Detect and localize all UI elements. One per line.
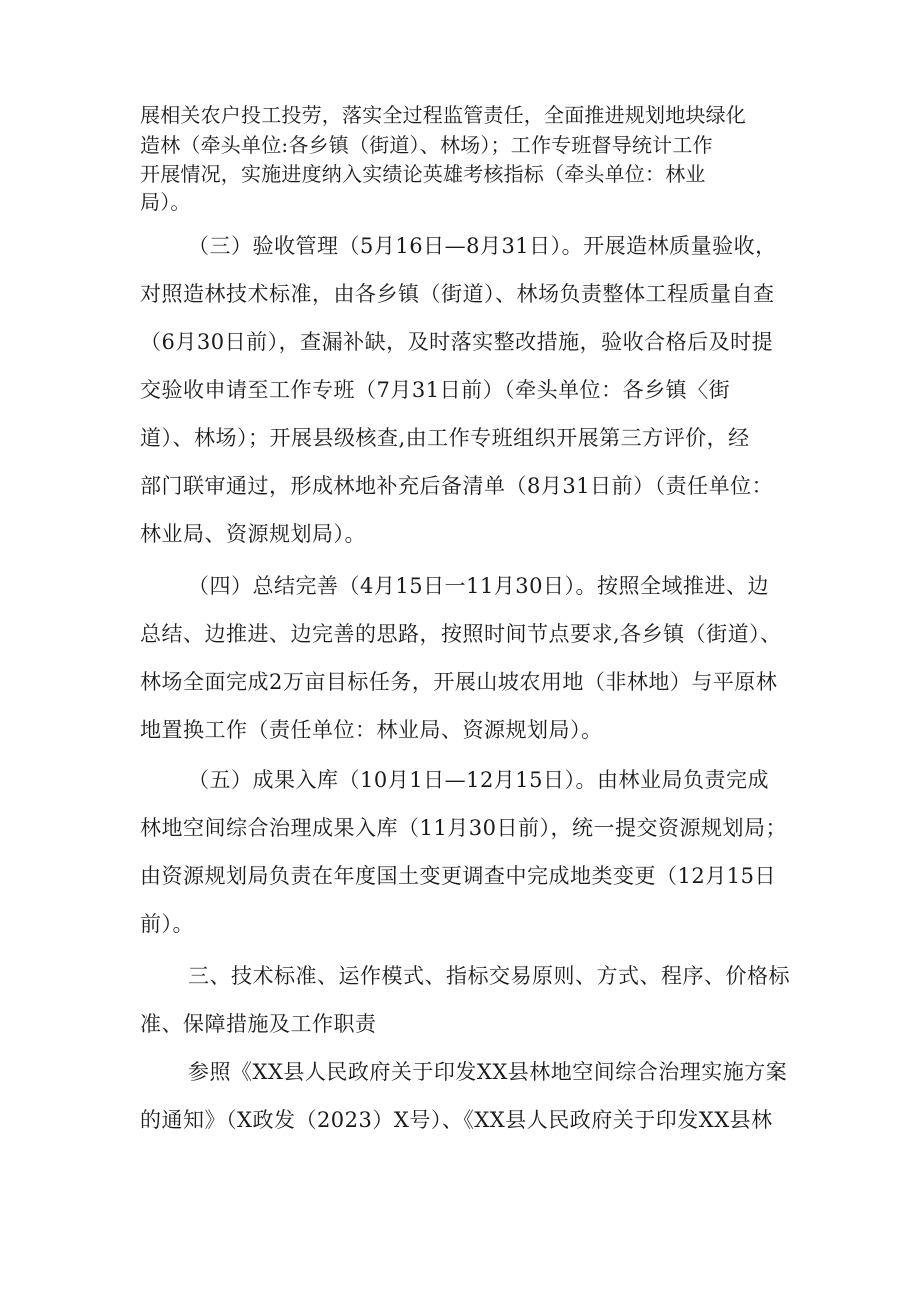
text-line: 总结、边推进、边完善的思路，按照时间节点要求,各乡镇（街道）、: [140, 622, 782, 646]
text-line: 对照造林技术标准，由各乡镇（街道）、林场负责整体工程质量自查: [140, 282, 775, 306]
text-line: 地置换工作（责任单位：林业局、资源规划局）。: [140, 718, 603, 742]
text-line: 局）。: [140, 190, 191, 214]
text-line: 三、技术标准、运作模式、指标交易原则、方式、程序、价格标: [188, 964, 790, 988]
text-line: 林地空间综合治理成果入库（11月30日前），统一提交资源规划局；: [140, 816, 787, 840]
text-line: 造林（牵头单位:各乡镇（街道）、林场）；工作专班督导统计工作: [140, 133, 713, 157]
text-line: （四）总结完善（4月15日一11月30日）。按照全域推进、边: [188, 574, 770, 598]
text-line: （三）验收管理（5月16日—8月31日）。开展造林质量验收，: [188, 234, 777, 258]
text-line: （五）成果入库（10月1日—12月15日）。由林业局负责完成: [188, 768, 770, 792]
text-line: 交验收申请至工作专班（7月31日前）（牵头单位：各乡镇〈街: [140, 378, 731, 402]
text-line: 的通知》（X政发（2023）X号）、《XX县人民政府关于印发XX县林: [140, 1108, 773, 1132]
text-line: 展相关农户投工投劳，落实全过程监管责任，全面推进规划地块绿化: [140, 103, 746, 127]
text-line: （6月30日前），查漏补缺，及时落实整改措施，验收合格后及时提: [140, 330, 774, 354]
text-line: 准、保障措施及工作职责: [140, 1012, 377, 1036]
text-line: 林业局、资源规划局）。: [140, 522, 366, 546]
text-line: 部门联审通过，形成林地补充后备清单（8月31日前）（责任单位：: [140, 474, 774, 498]
text-line: 参照《XX县人民政府关于印发XX县林地空间综合治理实施方案: [188, 1060, 788, 1084]
text-line: 林场全面完成2万亩目标任务，开展山坡农用地（非林地）与平原林: [140, 670, 778, 694]
text-line: 前）。: [140, 912, 194, 936]
text-line: 由资源规划局负责在年度国土变更调查中完成地类变更（12月15日: [140, 864, 776, 888]
text-line: 道）、林场）；开展县级核查,由工作专班组织开展第三方评价，经: [140, 426, 750, 450]
text-line: 开展情况，实施进度纳入实绩论英雄考核指标（牵头单位：林业: [140, 162, 706, 186]
